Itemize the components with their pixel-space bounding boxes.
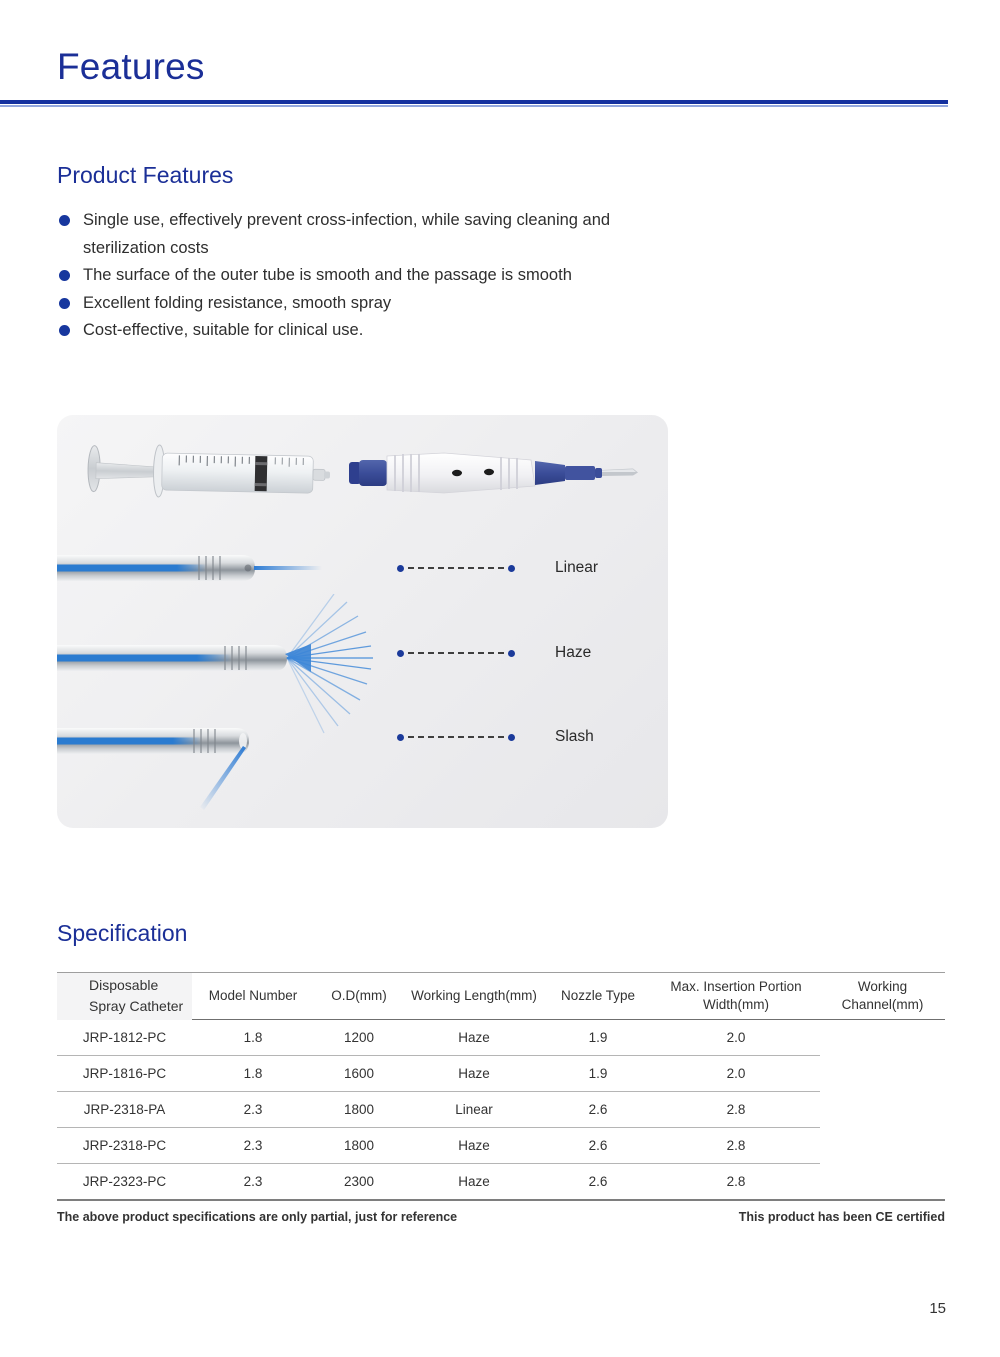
feature-text: Cost-effective, suitable for clinical use. xyxy=(83,321,364,339)
table-cell: JRP-2318-PC xyxy=(57,1128,192,1164)
spray-type-indicator xyxy=(397,733,515,741)
bullet-icon xyxy=(59,325,70,336)
table-cell: 2.3 xyxy=(192,1128,314,1164)
feature-list xyxy=(57,207,637,345)
table-cell: 2.8 xyxy=(652,1092,820,1128)
table-row xyxy=(57,1056,945,1092)
table-cell: 2.0 xyxy=(652,1056,820,1092)
table-row xyxy=(57,1128,945,1164)
table-cell: 1800 xyxy=(314,1128,404,1164)
indicator-dashed-line xyxy=(408,736,504,738)
feature-item xyxy=(57,207,637,262)
table-cell: Linear xyxy=(404,1092,544,1128)
table-cell: 1.9 xyxy=(544,1056,652,1092)
indicator-dot-icon xyxy=(397,565,404,572)
spray-type-label: Haze xyxy=(555,644,592,661)
indicator-dot-icon xyxy=(397,650,404,657)
table-cell: 2.6 xyxy=(544,1092,652,1128)
page-number: 15 xyxy=(929,1300,946,1317)
indicator-dot-icon xyxy=(397,734,404,741)
indicator-dot-icon xyxy=(508,734,515,741)
feature-text: The surface of the outer tube is smooth and the passage is smooth xyxy=(83,266,572,284)
column-header: Model Number xyxy=(192,973,314,1020)
footnote-left: The above product specifications are only partial, just for reference xyxy=(57,1210,458,1224)
product-illustration-panel xyxy=(57,415,668,828)
table-cell: 2.0 xyxy=(726,1030,746,1045)
page-title: Features xyxy=(57,46,205,87)
table-cell: 2.6 xyxy=(544,1164,652,1201)
table-cell: 2.8 xyxy=(652,1128,820,1164)
catheter-handle-illustration xyxy=(349,445,639,501)
spray-type-indicator xyxy=(397,649,515,657)
table-cell: 2.6 xyxy=(544,1128,652,1164)
table-cell: JRP-1812-PC xyxy=(82,1029,167,1045)
table-cell: 2.3 xyxy=(192,1164,314,1201)
column-header: Max. Insertion Portion Width(mm) xyxy=(652,973,820,1020)
table-header-row xyxy=(57,973,945,1020)
indicator-dot-icon xyxy=(508,565,515,572)
table-category-cell: Disposable Spray Catheter xyxy=(57,973,192,1020)
column-header: Working Channel(mm) xyxy=(820,973,945,1020)
bullet-icon xyxy=(59,298,70,309)
table-cell: 1800 xyxy=(314,1092,404,1128)
footnotes xyxy=(57,1210,945,1224)
footnote-right: This product has been CE certified xyxy=(738,1210,945,1224)
column-header: Working Length(mm) xyxy=(404,973,544,1020)
bullet-icon xyxy=(59,270,70,281)
table-row xyxy=(57,1092,945,1128)
table-cell: JRP-1816-PC xyxy=(57,1056,192,1092)
catheter-tip-haze-illustration xyxy=(57,594,387,734)
table-row xyxy=(57,1020,945,1056)
bullet-icon xyxy=(59,215,70,226)
table-cell: Haze xyxy=(404,1056,544,1092)
indicator-dashed-line xyxy=(408,567,504,569)
table-row xyxy=(57,1164,945,1201)
feature-text: Single use, effectively prevent cross-infection, while saving cleaning and sterilization costs xyxy=(83,211,611,257)
table-cell: 1600 xyxy=(314,1056,404,1092)
catheter-tip-linear-illustration xyxy=(57,535,357,601)
table-cell: 2.8 xyxy=(652,1164,820,1201)
spray-type-label: Linear xyxy=(555,559,599,576)
catheter-tip-slash-illustration xyxy=(57,715,357,825)
syringe-illustration xyxy=(82,438,333,507)
spray-type-label: Slash xyxy=(555,728,594,745)
table-cell: 1.8 xyxy=(192,1056,314,1092)
table-cell: Haze xyxy=(458,1030,490,1045)
table-cell: 2300 xyxy=(314,1164,404,1201)
column-header: O.D(mm) xyxy=(314,973,404,1020)
product-features-heading: Product Features xyxy=(57,162,234,188)
indicator-dashed-line xyxy=(408,652,504,654)
specification-heading: Specification xyxy=(57,920,188,946)
table-cell: 1200 xyxy=(343,1030,375,1045)
feature-item xyxy=(57,317,637,345)
table-cell: Haze xyxy=(404,1128,544,1164)
table-cell: 1.8 xyxy=(243,1030,263,1045)
table-cell: JRP-2318-PA xyxy=(57,1092,192,1128)
table-cell: 2.3 xyxy=(192,1092,314,1128)
table-cell: 1.9 xyxy=(588,1030,608,1045)
title-rule xyxy=(0,100,948,104)
feature-text: Excellent folding resistance, smooth spray xyxy=(83,293,392,312)
column-header: Nozzle Type xyxy=(544,973,652,1020)
feature-item xyxy=(57,290,637,318)
indicator-dot-icon xyxy=(508,650,515,657)
table-cell: Haze xyxy=(404,1164,544,1201)
specification-table xyxy=(57,972,945,1201)
table-cell: JRP-2323-PC xyxy=(57,1164,192,1201)
feature-item xyxy=(57,262,637,290)
spray-type-indicator xyxy=(397,564,515,572)
